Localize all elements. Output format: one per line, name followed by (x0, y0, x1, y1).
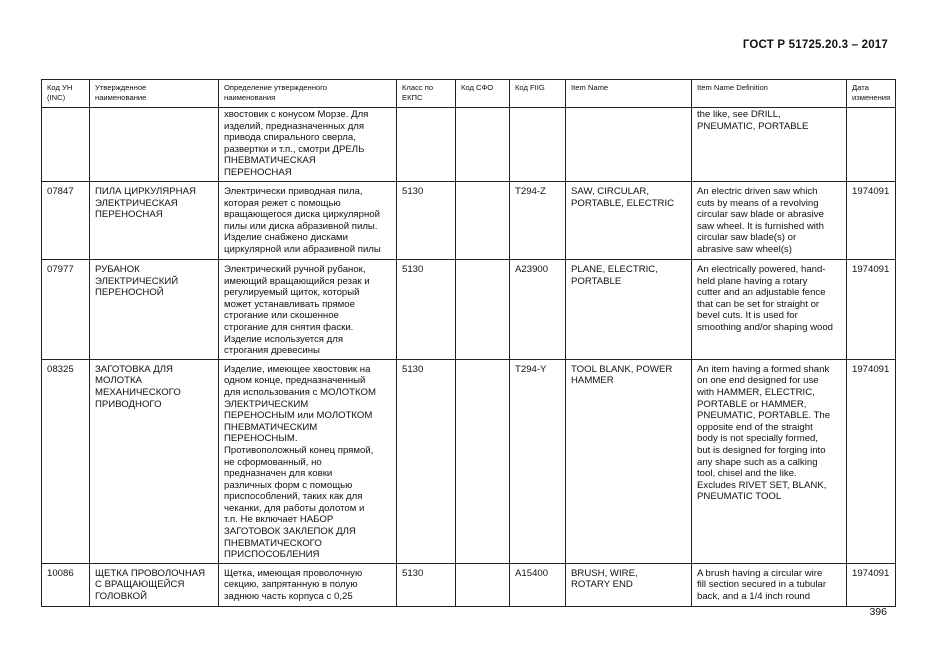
cell-ekps-class: 5130 (397, 182, 456, 260)
cell-sfo-code (456, 108, 510, 182)
page-number: 396 (869, 606, 887, 618)
cell-item-definition: A brush having a circular wire fill section secured in a tubular back, and a 1/4 inch round (692, 563, 847, 606)
cell-ekps-class: 5130 (397, 260, 456, 360)
cell-item-name: PLANE, ELECTRIC, PORTABLE (566, 260, 692, 360)
cell-approved-name: ЗАГОТОВКА ДЛЯ МОЛОТКА МЕХАНИЧЕСКОГО ПРИВОДНОГО (90, 359, 219, 563)
table-row (42, 182, 896, 260)
col-header-item-name-definition: Item Name Definition (692, 80, 847, 108)
cell-fiig-code (510, 108, 566, 182)
cell-definition-ru: Электрический ручной рубанок, имеющий вращающийся резак и регулируемый щиток, который может устанавливать прямое строгание или скошенное строгание для снятия фаски. Изделие используется для строгания древесины (219, 260, 397, 360)
col-header-ekps-class: Класс по ЕКПС (397, 80, 456, 108)
cell-item-definition: An electrically powered, hand- held plane having a rotary cutter and an adjustable fence that can be set for straight or bevel cuts. It is used for smoothing and/or shaping wood (692, 260, 847, 360)
cell-definition-ru: хвостовик с конусом Морзе. Для изделий, предназначенных для привода спирального сверла, развертки и т.п., смотри ДРЕЛЬ ПНЕВМАТИЧЕСКАЯ ПЕРЕНОСНАЯ (219, 108, 397, 182)
cell-definition-ru: Щетка, имеющая проволочную секцию, запрятанную в полую заднюю часть корпуса с 0,25 (219, 563, 397, 606)
table-row (42, 563, 896, 606)
cell-sfo-code (456, 260, 510, 360)
table-header-row (42, 80, 896, 108)
cell-item-definition: the like, see DRILL, PNEUMATIC, PORTABLE (692, 108, 847, 182)
cell-inc: 08325 (42, 359, 90, 563)
col-header-fiig-code: Код FIIG (510, 80, 566, 108)
cell-fiig-code: T294-Z (510, 182, 566, 260)
cell-sfo-code (456, 182, 510, 260)
cell-item-definition: An electric driven saw which cuts by means of a revolving circular saw blade or abrasive saw wheel. It is furnished with circular saw blade(s) or abrasive saw wheel(s) (692, 182, 847, 260)
cell-approved-name: РУБАНОК ЭЛЕКТРИЧЕСКИЙ ПЕРЕНОСНОЙ (90, 260, 219, 360)
cell-change-date: 1974091 (847, 563, 896, 606)
col-header-item-name: Item Name (566, 80, 692, 108)
cell-change-date: 1974091 (847, 260, 896, 360)
cell-item-definition: An item having a formed shank on one end designed for use with HAMMER, ELECTRIC, PORTABLE or HAMMER, PNEUMATIC, PORTABLE. The opposite end of the straight body is not specially formed, but is designed for forging into any shape such as a calking tool, chisel and the like. Excludes RIVET SET, BLANK, PNEUMATIC TOOL (692, 359, 847, 563)
cell-change-date (847, 108, 896, 182)
cell-item-name: TOOL BLANK, POWER HAMMER (566, 359, 692, 563)
cell-approved-name: ЩЕТКА ПРОВОЛОЧНАЯ С ВРАЩАЮЩЕЙСЯ ГОЛОВКОЙ (90, 563, 219, 606)
cell-fiig-code: A23900 (510, 260, 566, 360)
cell-approved-name (90, 108, 219, 182)
cell-item-name: SAW, CIRCULAR, PORTABLE, ELECTRIC (566, 182, 692, 260)
cell-change-date: 1974091 (847, 182, 896, 260)
table-row (42, 108, 896, 182)
cell-ekps-class: 5130 (397, 563, 456, 606)
col-header-sfo-code: Код СФО (456, 80, 510, 108)
cell-item-name: BRUSH, WIRE, ROTARY END (566, 563, 692, 606)
document-standard-header: ГОСТ Р 51725.20.3 – 2017 (742, 39, 888, 51)
cell-definition-ru: Изделие, имеющее хвостовик на одном конце, предназначенный для использования с МОЛОТКОМ ЭЛЕКТРИЧЕСКИМ ПЕРЕНОСНЫМ или МОЛОТКОМ ПНЕВМАТИЧЕСКИМ ПЕРЕНОСНЫМ. Противоположный конец прямой, не сформованный, но предназначен для ковки различных форм с помощью приспособлений, таких как для чеканки, для работы долотом и т.п. Не включает НАБОР ЗАГОТОВОК ЗАКЛЕПОК ДЛЯ ПНЕВМАТИЧЕСКОГО ПРИСПОСОБЛЕНИЯ (219, 359, 397, 563)
cell-fiig-code: T294-Y (510, 359, 566, 563)
col-header-change-date: Дата изменения (847, 80, 896, 108)
table-row (42, 260, 896, 360)
cell-sfo-code (456, 359, 510, 563)
cell-inc: 10086 (42, 563, 90, 606)
cell-change-date: 1974091 (847, 359, 896, 563)
cell-approved-name: ПИЛА ЦИРКУЛЯРНАЯ ЭЛЕКТРИЧЕСКАЯ ПЕРЕНОСНАЯ (90, 182, 219, 260)
cell-item-name (566, 108, 692, 182)
col-header-name-definition-ru: Определение утвержденного наименования (219, 80, 397, 108)
cell-inc (42, 108, 90, 182)
col-header-approved-name: Утвержденное наименование (90, 80, 219, 108)
classification-table (41, 79, 896, 607)
table-row (42, 359, 896, 563)
cell-fiig-code: A15400 (510, 563, 566, 606)
cell-sfo-code (456, 563, 510, 606)
cell-inc: 07977 (42, 260, 90, 360)
col-header-inc: Код УН (INC) (42, 80, 90, 108)
cell-inc: 07847 (42, 182, 90, 260)
cell-ekps-class (397, 108, 456, 182)
cell-ekps-class: 5130 (397, 359, 456, 563)
cell-definition-ru: Электрически приводная пила, которая режет с помощью вращающегося диска циркулярной пилы или диска абразивной пилы. Изделие снабжено дисками циркулярной или абразивной пилы (219, 182, 397, 260)
